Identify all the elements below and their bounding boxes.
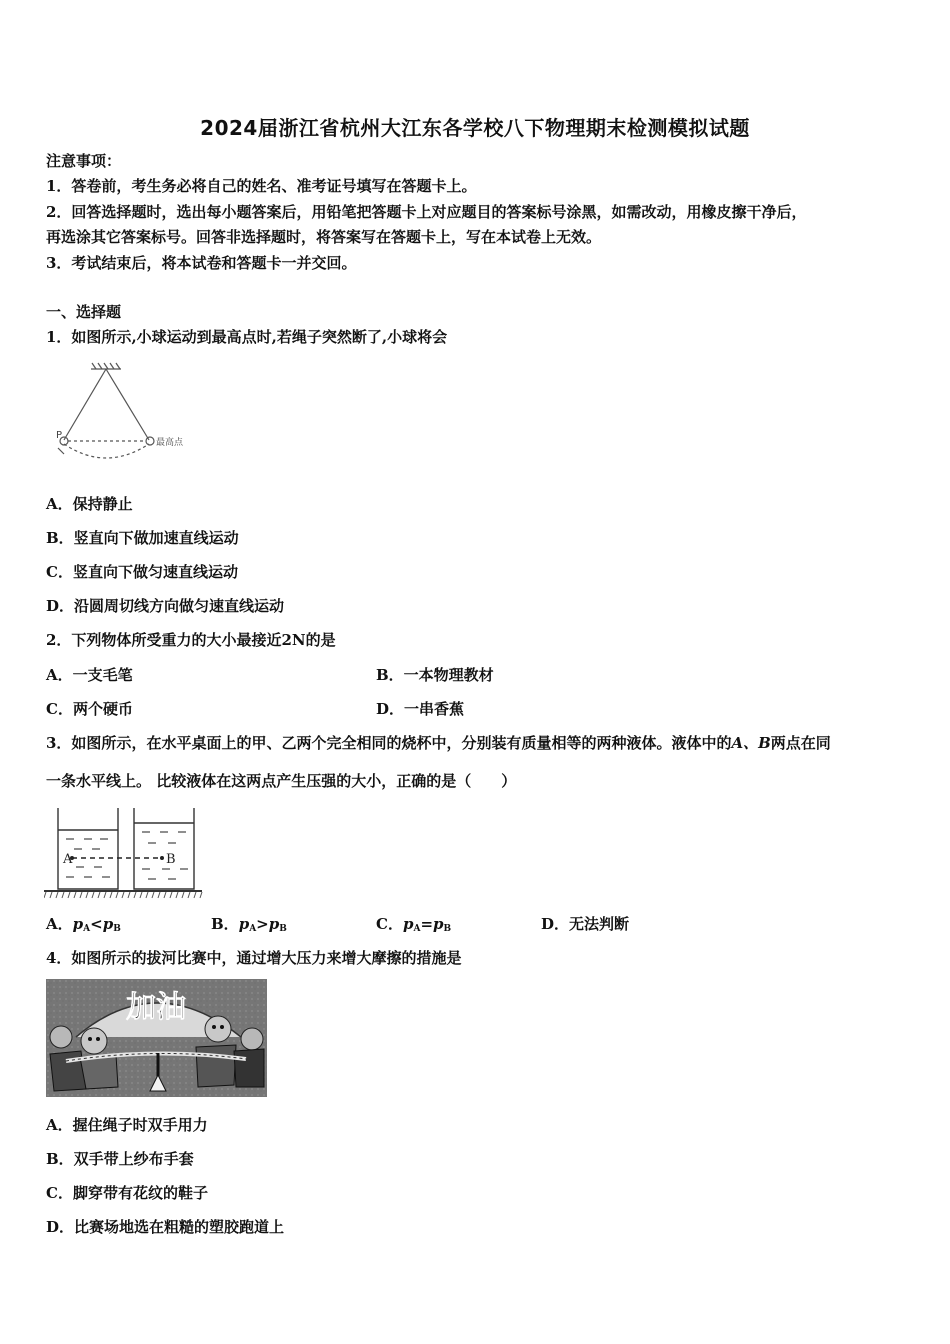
notice-heading: 注意事项： (46, 152, 122, 170)
q3-option-b: B．$p_A>p_B$ (211, 915, 287, 934)
q3-stem-line2: 一条水平线上。 比较液体在这两点产生压强的大小，正确的是（ ） (46, 772, 517, 790)
q1-option-a: A．保持静止 (46, 495, 133, 513)
q4-option-b: B．双手带上纱布手套 (46, 1150, 194, 1168)
page-title: 2024届浙江省杭州大江东各学校八下物理期末检测模拟试题 (200, 116, 750, 140)
q2-option-a: A．一支毛笔 (46, 666, 133, 684)
q2-option-c: C．两个硬币 (46, 700, 133, 718)
q3-option-d: D．无法判断 (541, 915, 630, 933)
q3-stem-end: 两点在同 (770, 734, 831, 752)
tug-banner-text: 加油 (126, 990, 186, 1025)
pendulum-label-p: P (56, 430, 63, 441)
q1-stem: 1．如图所示,小球运动到最高点时,若绳子突然断了,小球将会 (46, 328, 448, 346)
q3-stem-vars: A、B (731, 734, 771, 752)
q4-option-a: A．握住绳子时双手用力 (46, 1116, 208, 1134)
notice-item-2-cont: 再选涂其它答案标号。回答非选择题时，将答案写在答题卡上，写在本试卷上无效。 (46, 228, 602, 246)
section-heading: 一、选择题 (46, 303, 122, 321)
q1-option-c: C．竖直向下做匀速直线运动 (46, 563, 238, 581)
q2-option-b: B．一本物理教材 (376, 666, 494, 684)
q3-option-a: A．$p_A<p_B$ (46, 915, 121, 934)
q1-option-b: B．竖直向下做加速直线运动 (46, 529, 239, 547)
q2-stem: 2．下列物体所受重力的大小最接近2N的是 (46, 631, 336, 649)
tug-of-war-figure (46, 979, 267, 1097)
beaker-label-a: A (63, 852, 73, 867)
q2-option-d: D．一串香蕉 (376, 700, 465, 718)
notice-item-2: 2．回答选择题时，选出每小题答案后，用铅笔把答题卡上对应题目的答案标号涂黑，如需改动，用橡皮擦干净后， (46, 203, 807, 221)
q4-option-d: D．比赛场地选在粗糙的塑胶跑道上 (46, 1218, 285, 1236)
notice-item-3: 3．考试结束后，将本试卷和答题卡一并交回。 (46, 254, 357, 272)
notice-item-1: 1．答卷前，考生务必将自己的姓名、准考证号填写在答题卡上。 (46, 177, 477, 195)
q1-option-d: D．沿圆周切线方向做匀速直线运动 (46, 597, 285, 615)
beakers-figure (44, 805, 204, 902)
beaker-label-b: B (166, 852, 176, 867)
pendulum-figure (46, 360, 206, 475)
q3-stem-line1 (46, 733, 831, 753)
q4-option-c: C．脚穿带有花纹的鞋子 (46, 1184, 208, 1202)
q4-stem: 4．如图所示的拔河比赛中，通过增大压力来增大摩擦的措施是 (46, 949, 462, 967)
q3-stem-text: 3．如图所示，在水平桌面上的甲、乙两个完全相同的烧杯中，分别装有质量相等的两种液体。液体中的 (46, 734, 732, 752)
q3-option-c: C．$p_A=p_B$ (376, 915, 452, 934)
pendulum-label-top: 最高点 (156, 438, 184, 448)
